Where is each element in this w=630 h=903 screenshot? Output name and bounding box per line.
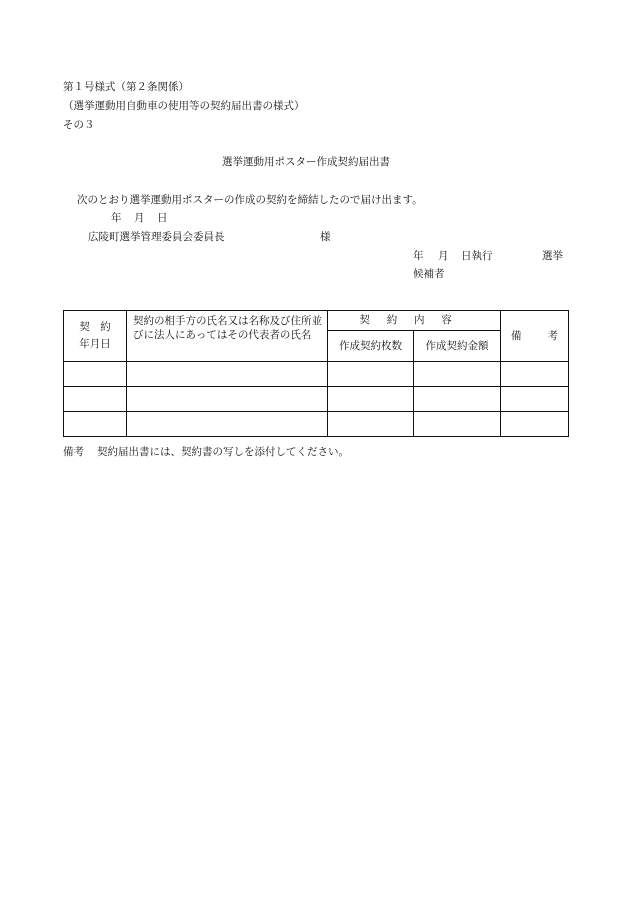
header-remarks: [501, 311, 569, 362]
table-row: [64, 362, 569, 387]
election-month: 月: [438, 250, 449, 262]
form-subtitle: （選挙運動用自動車の使用等の契約届出書の様式）: [63, 100, 305, 112]
header-sheet-count: 作成契約枚数: [328, 331, 414, 362]
form-number: 第１号様式（第２条関係）: [63, 81, 189, 93]
row-amount-cell[interactable]: [414, 387, 501, 412]
document-title: 選挙運動用ポスター作成契約届出書: [222, 156, 390, 168]
election-day-held: 日執行: [461, 250, 493, 262]
row-amount-cell[interactable]: [414, 412, 501, 437]
row-count-cell[interactable]: [328, 387, 414, 412]
header-contract-content: 契約内容: [328, 311, 501, 331]
row-party-cell[interactable]: [127, 362, 328, 387]
contract-table: [63, 310, 569, 437]
row-note-cell[interactable]: [501, 387, 569, 412]
submission-day: 日: [157, 212, 168, 224]
election-year: 年: [413, 250, 424, 262]
row-note-cell[interactable]: [501, 362, 569, 387]
table-row: [64, 412, 569, 437]
header-contract-date: [64, 311, 127, 362]
row-date-cell[interactable]: [64, 412, 127, 437]
footnote-text: 契約届出書には、契約書の写しを添付してください。: [97, 446, 349, 458]
submission-month: 月: [134, 212, 145, 224]
header-counterparty: 契約の相手方の氏名又は名称及び住所並びに法人にあってはその代表者の氏名: [127, 311, 328, 362]
row-party-cell[interactable]: [127, 387, 328, 412]
table-row: [64, 387, 569, 412]
submission-year: 年: [111, 212, 122, 224]
form-part: その３: [63, 119, 95, 131]
footnote-label: 備考: [63, 446, 84, 458]
intro-text: 次のとおり選挙運動用ポスターの作成の契約を締結したので届け出ます。: [77, 194, 423, 206]
addressee-honorific: 様: [320, 231, 331, 243]
row-amount-cell[interactable]: [414, 362, 501, 387]
row-count-cell[interactable]: [328, 412, 414, 437]
candidate-label: 候補者: [413, 268, 445, 280]
row-party-cell[interactable]: [127, 412, 328, 437]
row-note-cell[interactable]: [501, 412, 569, 437]
election-label: 選挙: [542, 250, 563, 262]
header-contract-amount: 作成契約金額: [414, 331, 501, 362]
header-contract-date-line2: 年月日: [79, 338, 111, 350]
row-date-cell[interactable]: [64, 387, 127, 412]
addressee-name: 広陵町選挙管理委員会委員長: [88, 231, 225, 243]
header-contract-date-line1: 契 約: [79, 321, 111, 333]
row-date-cell[interactable]: [64, 362, 127, 387]
row-count-cell[interactable]: [328, 362, 414, 387]
header-remarks-char2: 考: [547, 329, 559, 342]
header-remarks-char1: 備: [511, 329, 522, 342]
